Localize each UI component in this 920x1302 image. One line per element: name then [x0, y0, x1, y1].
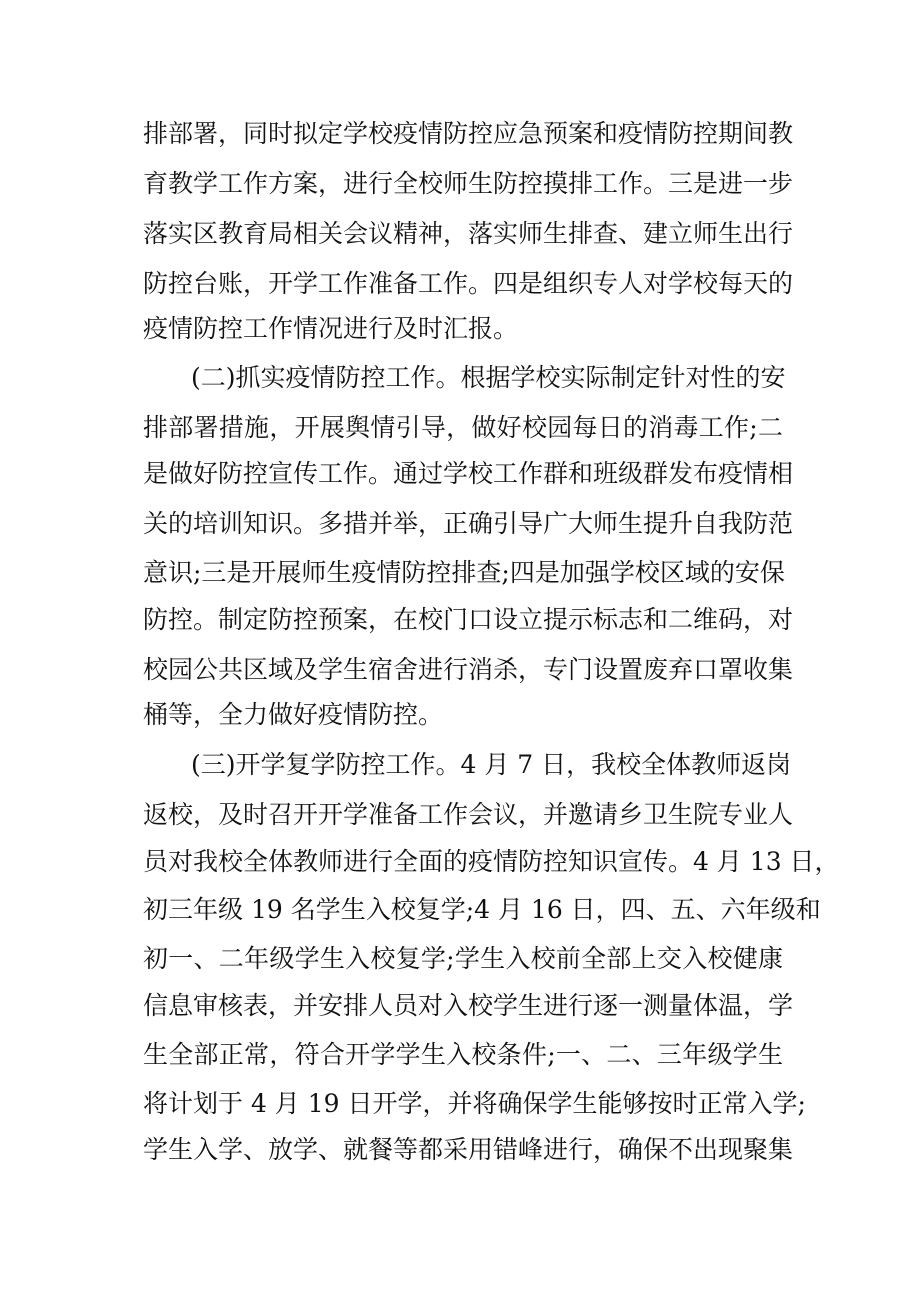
- text-line: 信息审核表，并安排人员对入校学生进行逐一测量体温，学: [143, 991, 794, 1020]
- text-line: 是做好防控宣传工作。通过学校工作群和班级群发布疫情相: [143, 459, 794, 488]
- text-line: 疫情防控工作情况进行及时汇报。: [143, 314, 519, 343]
- text-line: 桶等，全力做好疫情防控。: [143, 700, 444, 729]
- text-line: (三)开学复学防控工作。4 月 7 日，我校全体教师返岗: [191, 750, 792, 779]
- text-line: 返校，及时召开开学准备工作会议，并邀请乡卫生院专业人: [143, 800, 794, 829]
- text-line: 防控台账，开学工作准备工作。四是组织专人对学校每天的: [143, 269, 794, 298]
- text-line: 将计划于 4 月 19 日开学，并将确保学生能够按时正常入学;: [143, 1089, 806, 1118]
- text-line: 生全部正常，符合开学学生入校条件;一、二、三年级学生: [143, 1040, 783, 1069]
- text-line: (二)抓实疫情防控工作。根据学校实际制定针对性的安: [191, 363, 786, 392]
- text-line: 防控。制定防控预案，在校门口设立提示标志和二维码，对: [143, 605, 794, 634]
- text-line: 员对我校全体教师进行全面的疫情防控知识宣传。4 月 13 日，: [143, 847, 840, 876]
- text-line: 初三年级 19 名学生入校复学;4 月 16 日，四、五、六年级和: [143, 895, 821, 924]
- text-line: 育教学工作方案，进行全校师生防控摸排工作。三是进一步: [143, 169, 794, 198]
- text-line: 学生入学、放学、就餐等都采用错峰进行，确保不出现聚集: [143, 1135, 794, 1164]
- text-line: 校园公共区域及学生宿舍进行消杀，专门设置废弃口罩收集: [143, 655, 794, 684]
- text-line: 排部署措施，开展舆情引导，做好校园每日的消毒工作;二: [143, 413, 783, 442]
- text-line: 排部署，同时拟定学校疫情防控应急预案和疫情防控期间教: [143, 119, 794, 148]
- text-line: 意识;三是开展师生疫情防控排查;四是加强学校区域的安保: [143, 558, 785, 587]
- text-line: 落实区教育局相关会议精神，落实师生排查、建立师生出行: [143, 219, 794, 248]
- text-line: 初一、二年级学生入校复学;学生入校前全部上交入校健康: [143, 944, 783, 973]
- text-line: 关的培训知识。多措并举，正确引导广大师生提升自我防范: [143, 509, 794, 538]
